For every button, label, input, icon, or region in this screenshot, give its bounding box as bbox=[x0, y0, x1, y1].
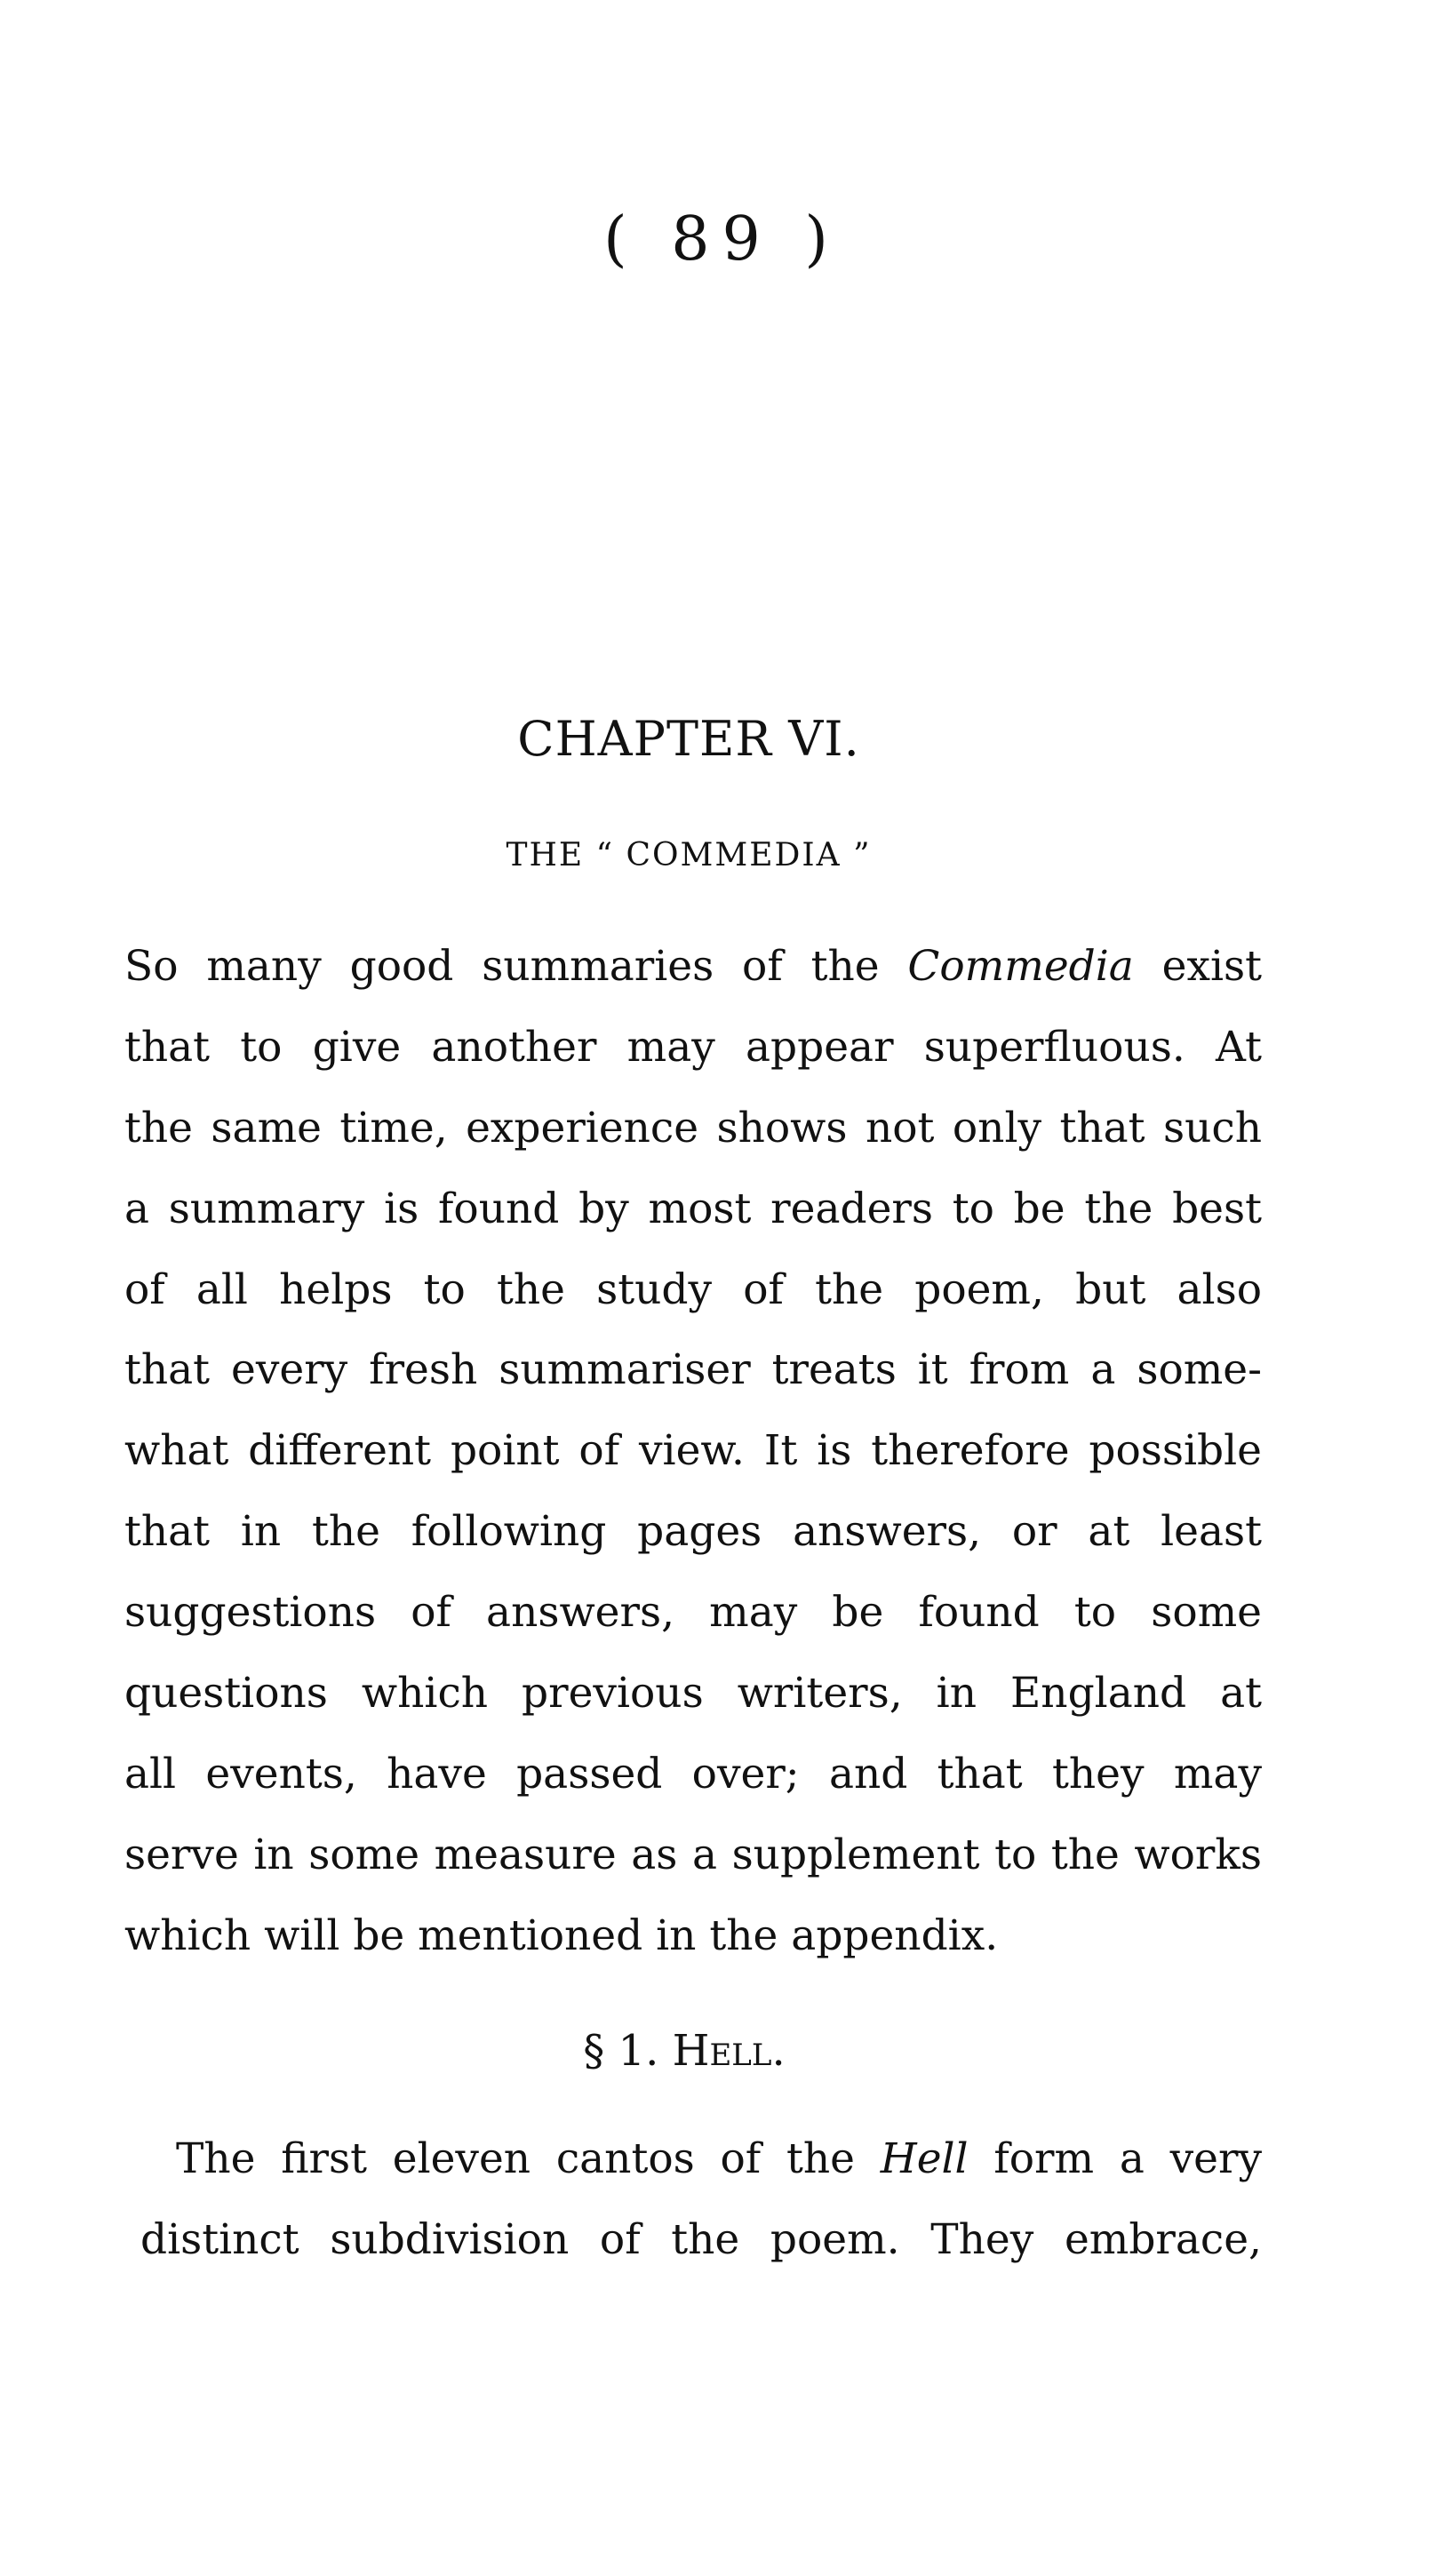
text-run: So many good summaries of the bbox=[124, 942, 908, 991]
text-line: what different point of view. It is therefore possible bbox=[124, 1426, 1262, 1476]
text-line bbox=[124, 2119, 1262, 2200]
text-line: serve in some measure as a supplement to the works bbox=[124, 1830, 1262, 1879]
text-line: suggestions of answers, may be found to some bbox=[124, 1588, 1262, 1638]
text-line bbox=[124, 927, 1262, 1008]
section-number: § 1. bbox=[583, 2026, 659, 2076]
text-run: exist bbox=[1133, 942, 1262, 991]
text-run: The first eleven cantos of the bbox=[176, 2134, 881, 2183]
text-line: distinct subdivision of the poem. They embrace, bbox=[140, 2214, 1262, 2264]
paragraph-intro bbox=[124, 927, 1262, 1977]
text-line: all events, have passed over; and that they may bbox=[124, 1749, 1262, 1798]
text-line: which will be mentioned in the appendix. bbox=[124, 1910, 999, 1960]
chapter-title: CHAPTER VI. bbox=[517, 711, 860, 767]
text-line: the same time, experience shows not only that such bbox=[124, 1103, 1262, 1152]
section-heading bbox=[0, 2026, 1368, 2076]
text-line: a summary is found by most readers to be the best bbox=[124, 1184, 1262, 1233]
text-line: that every fresh summariser treats it from a some- bbox=[124, 1345, 1262, 1395]
section-title: Hell. bbox=[672, 2026, 786, 2076]
text-line: questions which previous writers, in England at bbox=[124, 1669, 1262, 1719]
text-line: that to give another may appear superfluous. At bbox=[124, 1022, 1262, 1072]
text-line: of all helps to the study of the poem, but also bbox=[124, 1264, 1262, 1314]
chapter-subtitle: THE “ COMMEDIA ” bbox=[506, 837, 872, 873]
text-run: form a very bbox=[968, 2134, 1262, 2183]
text-line: that in the following pages answers, or at least bbox=[124, 1507, 1262, 1557]
italic-title: Hell bbox=[880, 2134, 969, 2183]
page-number: ( 89 ) bbox=[603, 204, 841, 275]
paragraph-hell bbox=[124, 2119, 1262, 2281]
italic-title: Commedia bbox=[907, 942, 1134, 991]
